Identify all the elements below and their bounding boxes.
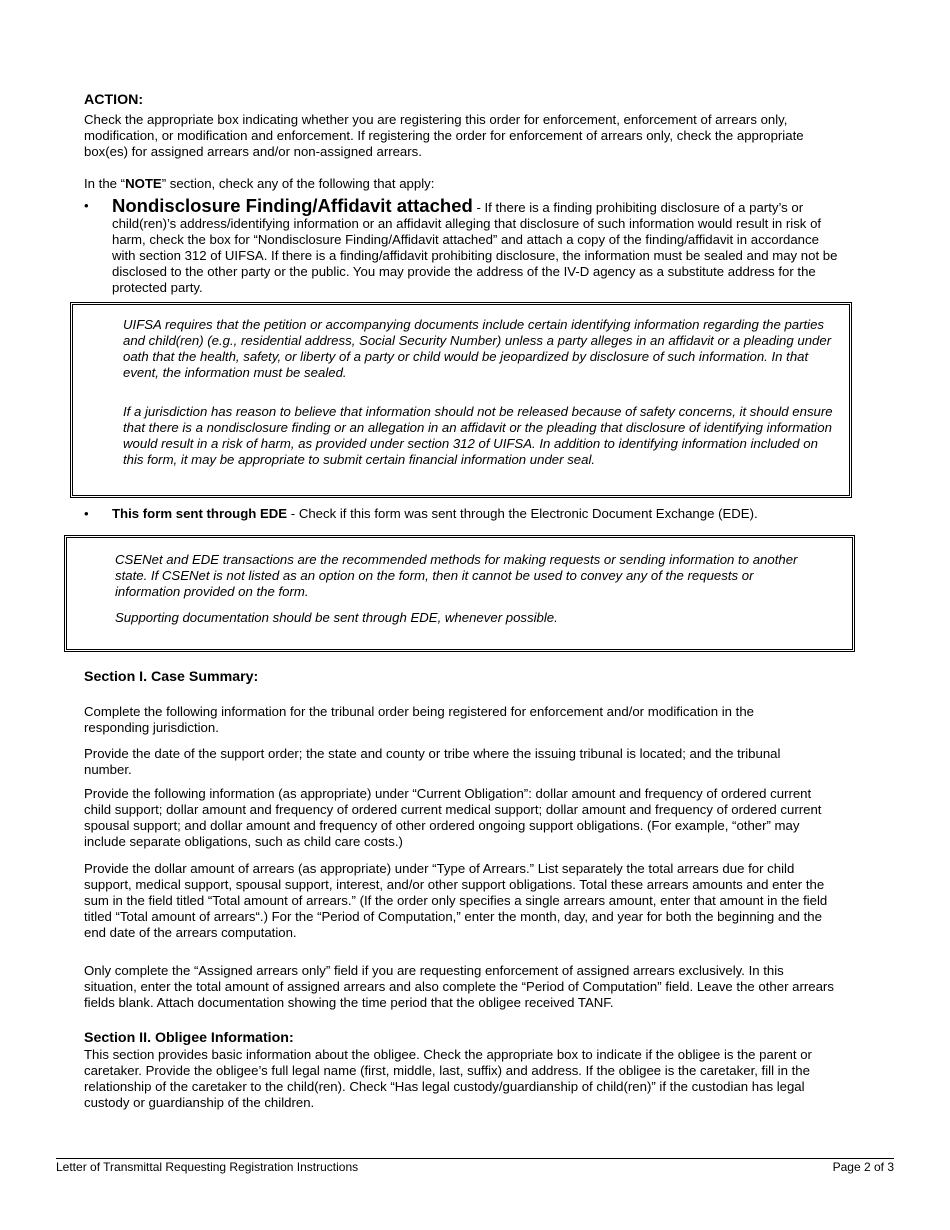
section1-p2: Provide the date of the support order; the state and county or tribe where the issuing tribunal is located; and the tribunal number. xyxy=(84,746,781,777)
section1-p3: Provide the following information (as appropriate) under “Current Obligation”: dollar amount and frequency of ordered current child support; dollar amount and frequency of ordered current medical support; dollar amount and frequency of ordered current spousal support; and dollar amount and frequency of other ordered ongoing support obligations. (For example, “other” may include separate obligations, such as child care costs.) xyxy=(84,786,822,849)
action-heading: ACTION: xyxy=(84,92,144,108)
ede-title: This form sent through EDE xyxy=(112,506,288,521)
section2-text: This section provides basic information about the obligee. Check the appropriate box to indicate if the obligee is the parent or caretaker. Provide the obligee’s full legal name (first, middle, last, suffix) and address. If the obligee is the caretaker, fill in the relationship of the caretaker to the child(ren). Check “Has legal custody/guardianship of child(ren)” if the custodian has legal custody or guardianship of the children. xyxy=(84,1047,812,1110)
bullet-icon: • xyxy=(84,506,89,521)
footer-page-number: Page 2 of 3 xyxy=(832,1160,894,1174)
nondisclosure-title: Nondisclosure Finding/Affidavit attached xyxy=(112,195,473,216)
ede-text: - Check if this form was sent through the Electronic Document Exchange (EDE). xyxy=(287,506,758,521)
action-text: Check the appropriate box indicating whether you are registering this order for enforcement, enforcement of arrears only, modification, or modification and enforcement. If registering the order for enforcement of arrears only, check the appropriate box(es) for assigned arrears and/or non-assigned arrears. xyxy=(84,112,804,159)
bullet-icon: • xyxy=(84,198,89,213)
note-intro: In the “NOTE” section, check any of the following that apply: xyxy=(84,176,435,191)
csenet-callout-p2: Supporting documentation should be sent through EDE, whenever possible. xyxy=(115,610,558,625)
bullet-ede xyxy=(84,506,852,522)
section1-p5: Only complete the “Assigned arrears only” field if you are requesting enforcement of assigned arrears exclusively. In this situation, enter the total amount of assigned arrears and also complete the “Period of Computation” field. Leave the other arrears fields blank. Attach documentation showing the time period that the obligee received TANF. xyxy=(84,963,834,1010)
uifsa-callout-box xyxy=(70,302,852,498)
bullet-nondisclosure xyxy=(84,195,844,296)
uifsa-callout-p2: If a jurisdiction has reason to believe that information should not be released because of safety concerns, it should ensure that there is a nondisclosure finding or an allegation in an affidavit or the pleading that disclosure of identifying information would result in a risk of harm, as provided under section 312 of UIFSA. In addition to identifying information included on this form, it may be appropriate to submit certain financial information under seal. xyxy=(123,404,833,467)
section1-p1: Complete the following information for the tribunal order being registered for enforcement and/or modification in the responding jurisdiction. xyxy=(84,704,754,735)
section1-p4: Provide the dollar amount of arrears (as appropriate) under “Type of Arrears.” List separately the total arrears due for child support, medical support, spousal support, interest, and/or other support obligations. Total these arrears amounts and enter the sum in the field titled “Total amount of arrears.” (If the order only specifies a single arrears amount, enter that amount in the field titled “Total amount of arrears“.) For the “Period of Computation,” enter the month, day, and year for both the beginning and the end date of the arrears computation. xyxy=(84,861,828,940)
csenet-callout-box xyxy=(64,535,855,652)
page-footer xyxy=(56,1158,894,1174)
section1-heading: Section I. Case Summary: xyxy=(84,669,259,685)
footer-title: Letter of Transmittal Requesting Registration Instructions xyxy=(56,1160,359,1174)
section2-heading: Section II. Obligee Information: xyxy=(84,1030,294,1046)
csenet-callout-p1: CSENet and EDE transactions are the recommended methods for making requests or sending information to another state. If CSENet is not listed as an option on the form, then it cannot be used to convey any of the requests or information provided on the form. xyxy=(115,552,798,599)
uifsa-callout-p1: UIFSA requires that the petition or accompanying documents include certain identifying information regarding the parties and child(ren) (e.g., residential address, Social Security Number) unless a party alleges in an affidavit or a pleading under oath that the health, safety, or liberty of a party or child would be jeopardized by disclosure of such information. In that event, the information must be sealed. xyxy=(123,317,832,380)
nondisclosure-text: - If there is a finding prohibiting disclosure of a party’s or child(ren)’s address/identifying information or an affidavit alleging that disclosure of such information would result in risk of harm, check the box for “Nondisclosure Finding/Affidavit attached” and attach a copy of the finding/affidavit in accordance with section 312 of UIFSA. If there is a finding/affidavit prohibiting disclosure, the information must be sealed and may not be disclosed to the other party or the public. You may provide the address of the IV-D agency as a substitute address for the protected party. xyxy=(112,200,838,295)
